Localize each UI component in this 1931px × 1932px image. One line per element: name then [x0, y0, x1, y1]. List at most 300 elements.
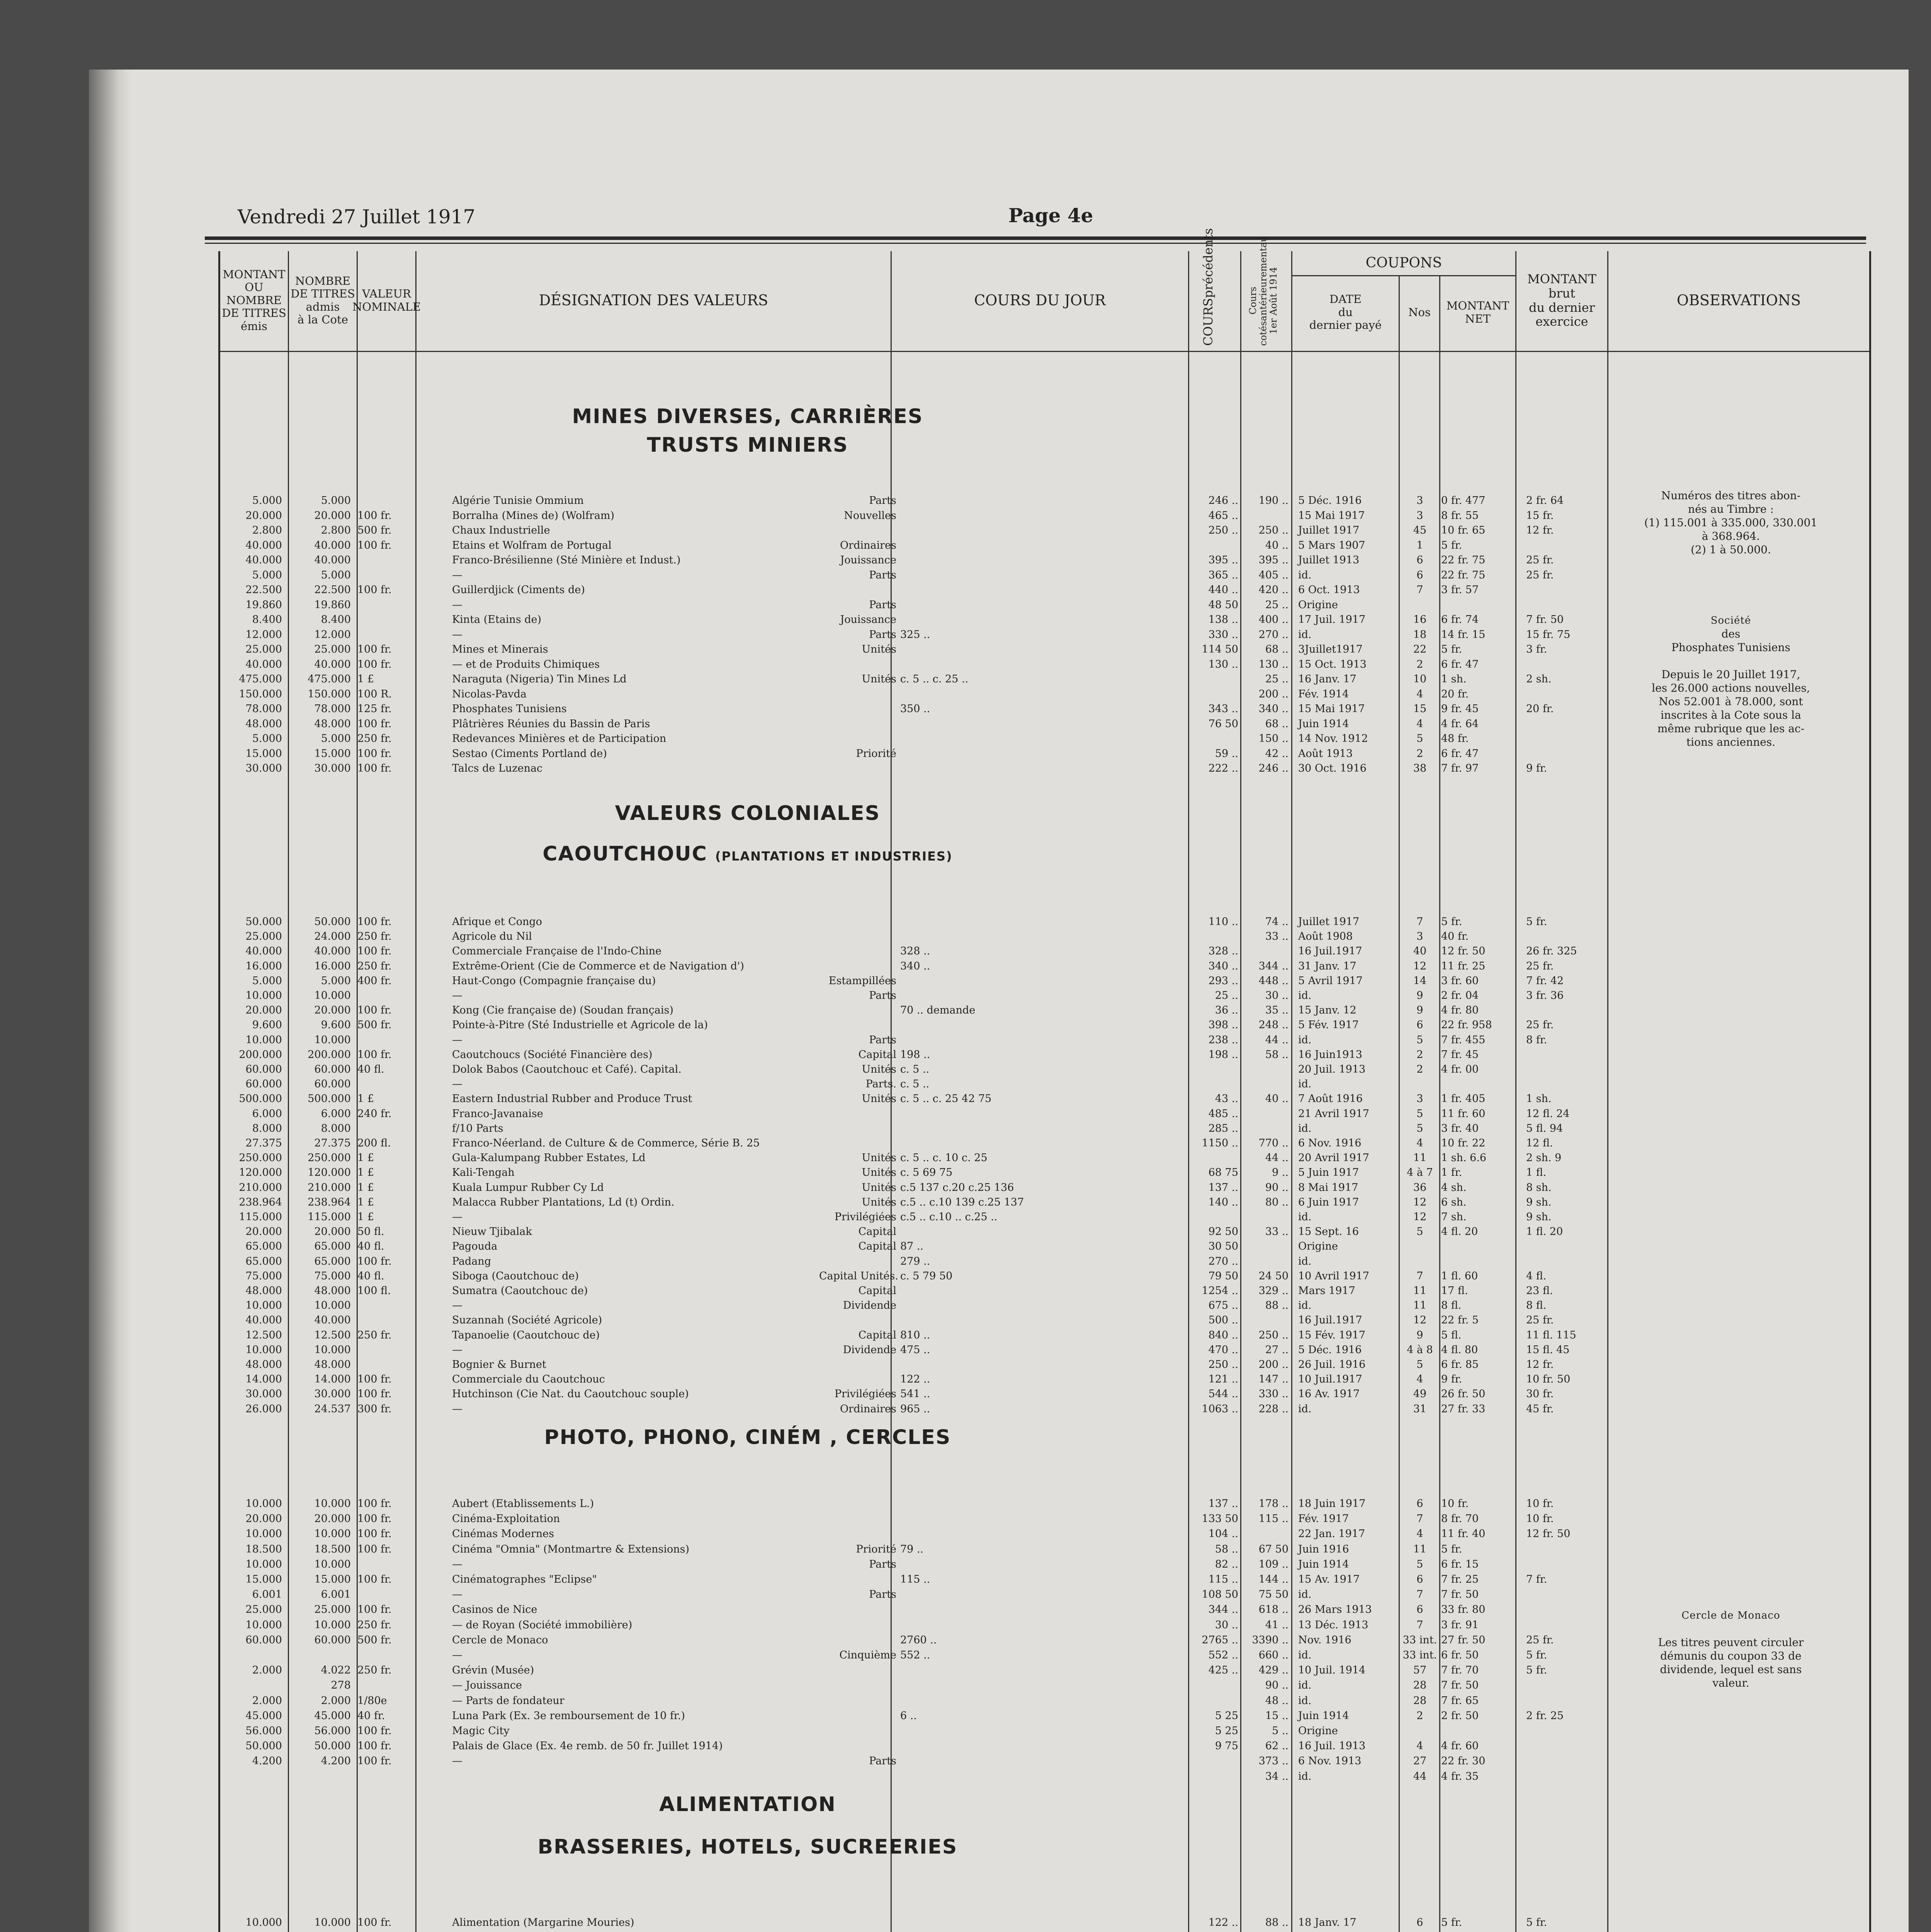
cell-brut: 5 fl. 94 [1526, 1122, 1563, 1134]
cell-brut: 15 fl. 45 [1526, 1344, 1570, 1356]
observation-line: inscrites à la Cote sous la [1661, 708, 1801, 721]
cell-nominale: 100 fr. [357, 747, 392, 760]
cell-cote: 10.000 [314, 1034, 351, 1046]
cell-precedents: 79 50 [1208, 1270, 1238, 1282]
cell-precedents: 58 .. [1215, 1543, 1238, 1555]
header-line: émis [241, 319, 267, 333]
cell-designation: — et de Produits Chimiques [452, 658, 600, 670]
cell-coupon-net: 5 fr. [1441, 539, 1462, 551]
cell-category: Capital [858, 1329, 896, 1341]
cell-coupon-net: 7 fr. 97 [1441, 762, 1479, 774]
cell-coupon-num: 2 [1416, 1063, 1423, 1075]
cell-coupon-date: id. [1298, 1403, 1312, 1415]
cell-coupon-date: 16 Juin1913 [1298, 1048, 1362, 1061]
cell-cote: 15.000 [314, 1573, 351, 1585]
cell-coupon-num: 16 [1413, 614, 1427, 626]
cell-cote: 50.000 [314, 1740, 351, 1752]
table-row [220, 1063, 1869, 1077]
cell-anterieurs: 42 .. [1265, 747, 1288, 760]
cell-category: Jouissance [840, 554, 896, 566]
cell-designation: — [452, 599, 462, 611]
cell-emis: 40.000 [245, 554, 282, 566]
table-row [220, 1240, 1869, 1254]
cell-precedents: 92 50 [1208, 1226, 1238, 1238]
cell-category: Capital [858, 1285, 896, 1297]
cell-emis: 19.860 [245, 599, 282, 611]
cell-designation: — [452, 1034, 462, 1046]
cell-category: Capital [858, 1240, 896, 1253]
cell-nominale: 100 fr. [357, 1755, 392, 1767]
cell-coupon-date: 26 Juil. 1916 [1298, 1359, 1366, 1371]
cell-anterieurs: 150 .. [1258, 733, 1288, 745]
cell-designation: Chaux Industrielle [452, 524, 550, 536]
table-row [220, 1034, 1869, 1048]
header-line: VALEUR [362, 287, 411, 301]
cell-nominale: 100 fr. [357, 1373, 392, 1386]
cell-coupon-net: 0 fr. 477 [1441, 495, 1486, 507]
cell-precedents: 133 50 [1202, 1513, 1238, 1525]
cell-coupon-net: 6 sh. [1441, 1196, 1467, 1208]
cell-emis: 10.000 [245, 1558, 282, 1570]
cell-coupon-num: 4 [1416, 1740, 1423, 1752]
cell-designation: Guillerdjick (Ciments de) [452, 584, 585, 596]
header-line: MONTANT [1446, 299, 1509, 313]
cell-emis: 48.000 [245, 1285, 282, 1297]
table-row [220, 658, 1869, 672]
cell-emis: 22.500 [245, 584, 282, 596]
cell-cote: 40.000 [314, 945, 351, 957]
cell-cote: 5.000 [321, 569, 351, 581]
cell-coupon-num: 12 [1413, 1211, 1427, 1223]
cell-brut: 25 fr. [1526, 960, 1554, 972]
cell-brut: 26 fr. 325 [1526, 945, 1577, 957]
cell-anterieurs: 75 50 [1258, 1588, 1288, 1601]
cell-anterieurs: 109 .. [1258, 1558, 1288, 1570]
cell-emis: 50.000 [245, 916, 282, 928]
cell-category: Privilégiées [835, 1211, 896, 1223]
cell-category: Unités [862, 1063, 896, 1075]
cell-anterieurs: 80 .. [1265, 1196, 1288, 1208]
cell-designation: — de Royan (Société immobilière) [452, 1619, 632, 1631]
cell-nominale: 1 £ [357, 1181, 374, 1194]
cell-anterieurs: 3390 .. [1252, 1634, 1288, 1646]
cell-coupon-date: 5 Déc. 1916 [1298, 1344, 1362, 1356]
table-row [220, 1679, 1869, 1693]
cell-cote: 65.000 [314, 1255, 351, 1267]
cell-coupon-date: id. [1298, 1255, 1312, 1267]
cell-emis: 10.000 [245, 990, 282, 1002]
cell-coupon-date: 5 Avril 1917 [1298, 975, 1363, 987]
cell-emis: 250.000 [239, 1152, 282, 1164]
cell-coupon-num: 49 [1413, 1388, 1427, 1400]
cell-coupon-date: id. [1298, 569, 1312, 581]
cell-precedents: 398 .. [1208, 1019, 1238, 1031]
col-header-cours-du-jour: COURS DU JOUR [974, 291, 1106, 309]
cell-designation: Kinta (Etains de) [452, 614, 542, 626]
cell-coupon-date: id. [1298, 1679, 1312, 1692]
cell-category: Unités [862, 1093, 896, 1105]
cell-coupon-net: 4 fr. 60 [1441, 1740, 1479, 1752]
table-row [220, 1388, 1869, 1402]
cell-coupon-num: 5 [1416, 733, 1423, 745]
cell-emis: 10.000 [245, 1034, 282, 1046]
cell-cours-jour: 115 .. [900, 1573, 930, 1585]
cell-coupon-net: 9 fr. 45 [1441, 703, 1479, 715]
cell-designation: — [452, 1344, 462, 1356]
cell-nominale: 250 fr. [357, 1619, 392, 1631]
cell-designation: Cinéma "Omnia" (Montmartre & Extensions) [452, 1543, 690, 1555]
cell-nominale: 400 fr. [357, 975, 392, 987]
cell-anterieurs: 48 .. [1265, 1694, 1288, 1707]
table-row [220, 1004, 1869, 1018]
cell-cours-jour: 6 .. [900, 1709, 917, 1722]
cell-precedents: 25 .. [1215, 990, 1238, 1002]
cell-coupon-net: 11 fr. 40 [1441, 1528, 1486, 1540]
cell-cote: 10.000 [314, 1498, 351, 1510]
cell-nominale: 100 fr. [357, 643, 392, 655]
header-line: NOMINALE [352, 300, 421, 313]
cell-coupon-date: 16 Janv. 17 [1298, 673, 1356, 685]
header-line: Cours cotés [1248, 286, 1269, 346]
cell-emis: 20.000 [245, 1513, 282, 1525]
cell-cote: 65.000 [314, 1240, 351, 1253]
cell-coupon-net: 10 fr. 22 [1441, 1137, 1486, 1149]
cell-nominale: 1 £ [357, 1152, 374, 1164]
cell-designation: — [452, 1649, 462, 1661]
section-title-photo: PHOTO, PHONO, CINÉM , CERCLES [544, 1426, 951, 1449]
cell-cote: 20.000 [314, 1004, 351, 1017]
cell-cote: 6.001 [321, 1588, 351, 1601]
cell-anterieurs: 618 .. [1258, 1604, 1288, 1616]
cell-designation: Grévin (Musée) [452, 1664, 534, 1677]
observation-line: Nos 52.001 à 78.000, sont [1659, 695, 1803, 708]
cell-cote: 20.000 [314, 1513, 351, 1525]
header-line: à la Cote [297, 313, 348, 326]
quotations-table [218, 228, 1871, 1932]
cell-cote: 5.000 [321, 495, 351, 507]
observation-line: les 26.000 actions nouvelles, [1652, 681, 1810, 694]
header-line: COURS [1201, 298, 1215, 346]
cell-category: Estampillées [828, 975, 896, 987]
cell-designation: Haut-Congo (Compagnie française du) [452, 975, 656, 987]
cell-coupon-num: 9 [1416, 1329, 1423, 1341]
cell-brut: 4 fl. [1526, 1270, 1547, 1282]
cell-emis: 6.001 [252, 1588, 282, 1601]
cell-coupon-num: 57 [1413, 1664, 1427, 1677]
cell-precedents: 110 .. [1208, 916, 1238, 928]
cell-coupon-net: 3 fr. 91 [1441, 1619, 1479, 1631]
cell-cours-jour: 198 .. [900, 1048, 930, 1061]
cell-emis: 10.000 [245, 1299, 282, 1312]
cell-coupon-net: 1 fr. [1441, 1167, 1462, 1179]
cell-designation: Suzannah (Société Agricole) [452, 1314, 602, 1327]
cell-cote: 238.964 [308, 1196, 351, 1208]
cell-brut: 12 fr. 50 [1526, 1528, 1571, 1540]
cell-anterieurs: 67 50 [1258, 1543, 1288, 1555]
cell-coupon-num: 27 [1413, 1755, 1427, 1767]
cell-nominale: 100 fr. [357, 1917, 392, 1929]
cell-precedents: 395 .. [1208, 554, 1238, 566]
cell-designation: Plâtrières Réunies du Bassin de Paris [452, 718, 650, 730]
cell-coupon-num: 9 [1416, 1004, 1423, 1017]
observation-line: dividende, lequel est sans [1660, 1663, 1802, 1676]
cell-coupon-net: 6 fr. 47 [1441, 658, 1479, 670]
cell-coupon-date: 18 Janv. 17 [1298, 1917, 1356, 1929]
cell-anterieurs: 420 .. [1258, 584, 1288, 596]
cell-designation: — [452, 1558, 462, 1570]
cell-coupon-num: 4 [1416, 718, 1423, 730]
cell-coupon-date: 15 Av. 1917 [1298, 1573, 1360, 1585]
cell-nominale: 40 fl. [357, 1063, 384, 1075]
cell-designation: Pagouda [452, 1240, 498, 1253]
cell-emis: 475.000 [239, 673, 282, 685]
section-subtitle-caoutchouc [467, 842, 1028, 866]
observation-line: même rubrique que les ac- [1657, 722, 1805, 735]
cell-coupon-net: 22 fr. 75 [1441, 569, 1486, 581]
issue-date: Vendredi 27 Juillet 1917 [238, 206, 476, 228]
cell-precedents: 30 50 [1208, 1240, 1238, 1253]
cell-cote: 8.400 [321, 614, 351, 626]
cell-brut: 7 fr. [1526, 1573, 1547, 1585]
table-row [220, 1093, 1869, 1107]
cell-coupon-date: 5 Déc. 1916 [1298, 495, 1362, 507]
cell-cours-jour: 541 .. [900, 1388, 930, 1400]
cell-cours-jour: 328 .. [900, 945, 930, 957]
cell-nominale: 500 fr. [357, 1634, 392, 1646]
cell-precedents: 270 .. [1208, 1255, 1238, 1267]
cell-emis: 25.000 [245, 643, 282, 655]
cell-precedents: 140 .. [1208, 1196, 1238, 1208]
cell-designation: Tapanoelie (Caoutchouc de) [452, 1329, 600, 1341]
table-row [220, 1167, 1869, 1180]
cell-emis: 2.800 [252, 524, 282, 536]
cell-coupon-date: Juin 1914 [1298, 718, 1349, 730]
cell-coupon-date: 18 Juin 1917 [1298, 1498, 1366, 1510]
cell-designation: Cinéma-Exploitation [452, 1513, 560, 1525]
cell-coupon-date: 15 Mai 1917 [1298, 509, 1365, 522]
cell-coupon-num: 5 [1416, 1122, 1423, 1134]
table-row [220, 1255, 1869, 1269]
cell-precedents: 82 .. [1215, 1558, 1238, 1570]
cell-precedents: 330 .. [1208, 628, 1238, 641]
cell-emis: 20.000 [245, 509, 282, 522]
header-line: DE TITRES [291, 287, 355, 301]
cell-emis: 30.000 [245, 762, 282, 774]
cell-coupon-net: 14 fr. 15 [1441, 628, 1486, 641]
cell-designation: Afrique et Congo [452, 916, 542, 928]
col-header-nominale [352, 251, 421, 350]
cell-cours-jour: c. 5 .. c. 25 42 75 [900, 1093, 992, 1105]
table-row [220, 1664, 1869, 1678]
col-header-observations: OBSERVATIONS [1676, 291, 1801, 309]
header-line: NOMBRE [226, 293, 282, 307]
cell-emis: 12.500 [245, 1329, 282, 1341]
cell-cote: 19.860 [314, 599, 351, 611]
cell-coupon-date: 15 Janv. 12 [1298, 1004, 1356, 1017]
cell-precedents: 293 .. [1208, 975, 1238, 987]
cell-cote: 45.000 [314, 1709, 351, 1722]
cell-coupon-net: 48 fr. [1441, 733, 1469, 745]
cell-coupon-date: 20 Juil. 1913 [1298, 1063, 1366, 1075]
cell-coupon-num: 6 [1416, 554, 1423, 566]
col-header-anterieurs [1248, 236, 1287, 346]
cell-nominale: 100 fr. [357, 916, 392, 928]
cell-designation: Padang [452, 1255, 491, 1267]
cell-precedents: 344 .. [1208, 1604, 1238, 1616]
cell-coupon-num: 5 [1416, 1359, 1423, 1371]
cell-anterieurs: 344 .. [1258, 960, 1288, 972]
cell-coupon-net: 11 fr. 60 [1441, 1107, 1486, 1120]
cell-cote: 10.000 [314, 1917, 351, 1929]
cell-anterieurs: 200 .. [1258, 1359, 1288, 1371]
cell-precedents: 250 .. [1208, 524, 1238, 536]
cell-precedents: 250 .. [1208, 1359, 1238, 1371]
cell-cote: 22.500 [314, 584, 351, 596]
header-line: MONTANT [1527, 271, 1597, 286]
header-line: NOMBRE [295, 274, 351, 287]
cell-coupon-date: 10 Avril 1917 [1298, 1270, 1370, 1282]
cell-cours-jour: 325 .. [900, 628, 930, 641]
cell-anterieurs: 178 .. [1258, 1498, 1288, 1510]
cell-coupon-net: 7 fr. 45 [1441, 1048, 1479, 1061]
table-row [220, 762, 1869, 776]
cell-cote: 250.000 [308, 1152, 351, 1164]
cell-nominale: 100 fr. [357, 1604, 392, 1616]
cell-coupon-net: 26 fr. 50 [1441, 1388, 1486, 1400]
cell-precedents: 114 50 [1202, 643, 1238, 655]
cell-coupon-date: 15 Fév. 1917 [1298, 1329, 1366, 1341]
cell-cote: 10.000 [314, 1528, 351, 1540]
cell-precedents: 138 .. [1208, 614, 1238, 626]
cell-anterieurs: 25 .. [1265, 599, 1288, 611]
cell-coupon-date: 5 Fév. 1917 [1298, 1019, 1359, 1031]
cell-precedents: 675 .. [1208, 1299, 1238, 1312]
cell-cote: 16.000 [314, 960, 351, 972]
cell-coupon-num: 22 [1413, 643, 1427, 655]
cell-designation: Pointe-à-Pitre (Sté Industrielle et Agricole de la) [452, 1019, 708, 1031]
cell-nominale: 250 fr. [357, 1329, 392, 1341]
cell-anterieurs: 5 .. [1272, 1725, 1288, 1737]
cell-coupon-net: 4 fr. 80 [1441, 1004, 1479, 1017]
cell-brut: 25 fr. [1526, 1019, 1554, 1031]
header-line: antérieurement [1258, 247, 1269, 321]
cell-emis: 18.500 [245, 1543, 282, 1555]
cell-coupon-net: 11 fr. 25 [1441, 960, 1486, 972]
cell-designation: Etains et Wolfram de Portugal [452, 539, 612, 551]
observation-line: des [1721, 627, 1741, 640]
cell-coupon-net: 27 fr. 50 [1441, 1634, 1486, 1646]
cell-coupon-date: id. [1298, 1694, 1312, 1707]
cell-anterieurs: 330 .. [1258, 1388, 1288, 1400]
cell-cours-jour: 475 .. [900, 1344, 930, 1356]
table-row [220, 1604, 1869, 1617]
table-row [220, 584, 1869, 598]
col-header-precedents [1201, 228, 1229, 346]
cell-coupon-date: 17 Juil. 1917 [1298, 614, 1366, 626]
cell-coupon-num: 5 [1416, 1034, 1423, 1046]
cell-anterieurs: 41 .. [1265, 1619, 1288, 1631]
cell-emis: 10.000 [245, 1344, 282, 1356]
cell-category: Priorité [856, 747, 896, 760]
cell-emis: 30.000 [245, 1388, 282, 1400]
cell-emis: 65.000 [245, 1240, 282, 1253]
cell-coupon-num: 33 int. [1402, 1634, 1437, 1646]
cell-coupon-net: 4 fr. 35 [1441, 1770, 1479, 1782]
cell-coupon-net: 40 fr. [1441, 930, 1469, 943]
cell-designation: — [452, 628, 462, 641]
cell-anterieurs: 9 .. [1272, 1167, 1288, 1179]
cell-cote: 48.000 [314, 1359, 351, 1371]
cell-emis: 15.000 [245, 747, 282, 760]
cell-designation: Nieuw Tjibalak [452, 1226, 532, 1238]
cell-coupon-date: 6 Oct. 1913 [1298, 584, 1360, 596]
cell-designation: Commerciale Française de l'Indo-Chine [452, 945, 662, 957]
cell-anterieurs: 373 .. [1258, 1755, 1288, 1767]
table-row [220, 688, 1869, 702]
cell-anterieurs: 27 .. [1265, 1344, 1288, 1356]
cell-coupon-num: 7 [1416, 1619, 1423, 1631]
cell-nominale: 1 £ [357, 1167, 374, 1179]
cell-coupon-net: 2 fr. 50 [1441, 1709, 1479, 1722]
cell-anterieurs: 147 .. [1258, 1373, 1288, 1386]
cell-coupon-net: 5 fl. [1441, 1329, 1462, 1341]
cell-emis: 150.000 [239, 688, 282, 700]
cell-anterieurs: 395 .. [1258, 554, 1288, 566]
cell-precedents: 122 .. [1208, 1917, 1238, 1929]
cell-designation: — [452, 990, 462, 1002]
cell-anterieurs: 448 .. [1258, 975, 1288, 987]
cell-coupon-net: 5 fr. [1441, 1917, 1462, 1929]
cell-nominale: 100 fr. [357, 762, 392, 774]
cell-category: Parts [869, 599, 896, 611]
cell-coupon-num: 12 [1413, 960, 1427, 972]
cell-emis: 20.000 [245, 1004, 282, 1017]
cell-coupon-date: 30 Oct. 1916 [1298, 762, 1367, 774]
cell-nominale: 100 fr. [357, 1048, 392, 1061]
cell-nominale: 300 fr. [357, 1403, 392, 1415]
table-row [220, 614, 1869, 628]
cell-designation: Casinos de Nice [452, 1604, 537, 1616]
cell-cours-jour: 350 .. [900, 703, 930, 715]
header-bottom-rule [220, 351, 1869, 352]
cell-coupon-date: 8 Mai 1917 [1298, 1181, 1358, 1194]
cell-designation: Caoutchoucs (Société Financière des) [452, 1048, 653, 1061]
cell-emis: 27.375 [245, 1137, 282, 1149]
cell-nominale: 40 fl. [357, 1270, 384, 1282]
cell-cote: 200.000 [308, 1048, 351, 1061]
observation-title: Société [1710, 615, 1751, 626]
cell-coupon-num: 7 [1416, 1513, 1423, 1525]
cell-cours-jour: 2760 .. [900, 1634, 937, 1646]
cell-anterieurs: 340 .. [1258, 703, 1288, 715]
cell-cours-jour: 122 .. [900, 1373, 930, 1386]
cell-coupon-net: 4 fr. 00 [1441, 1063, 1479, 1075]
cell-coupon-net: 7 fr. 25 [1441, 1573, 1479, 1585]
cell-cote: 210.000 [308, 1181, 351, 1194]
cell-brut: 2 sh. 9 [1526, 1152, 1562, 1164]
cell-coupon-net: 3 fr. 60 [1441, 975, 1479, 987]
cell-emis: 60.000 [245, 1063, 282, 1075]
cell-designation: — [452, 569, 462, 581]
cell-emis: 8.400 [252, 614, 282, 626]
cell-coupon-net: 3 fr. 57 [1441, 584, 1479, 596]
cell-cote: 278 [331, 1679, 351, 1692]
header-line: exercice [1535, 314, 1588, 329]
cell-cote: 15.000 [314, 747, 351, 760]
cell-coupon-num: 4 [1416, 1528, 1423, 1540]
table-row [220, 1182, 1869, 1196]
cell-designation: Kali-Tengah [452, 1167, 515, 1179]
